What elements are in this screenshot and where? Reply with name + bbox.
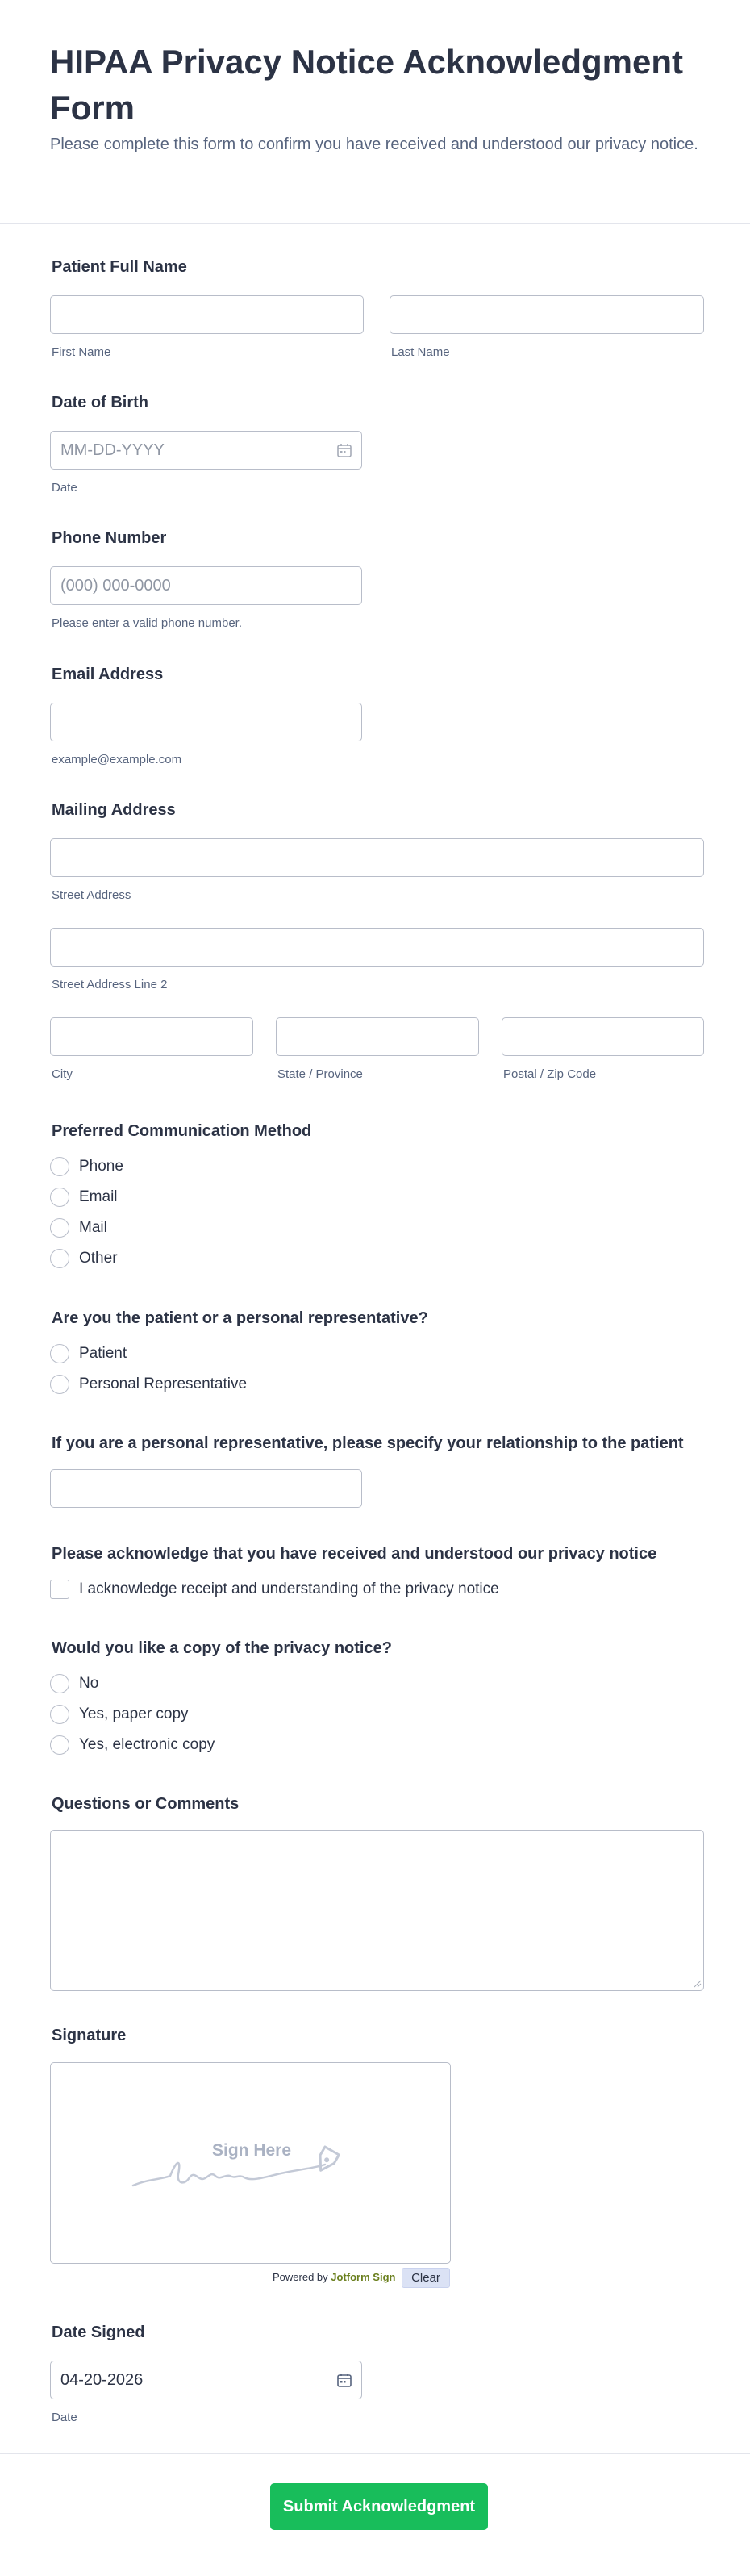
comm-method-label: Preferred Communication Method bbox=[52, 1122, 312, 1140]
first-name-input[interactable] bbox=[50, 295, 364, 334]
phone-input[interactable] bbox=[50, 566, 362, 605]
form-divider bbox=[0, 2453, 750, 2454]
date-signed-input[interactable] bbox=[50, 2361, 362, 2399]
acknowledge-checkbox-option[interactable] bbox=[50, 1577, 499, 1601]
checkbox-label: I acknowledge receipt and understanding of the privacy notice bbox=[79, 1580, 499, 1597]
last-name-input[interactable] bbox=[390, 295, 704, 334]
powered-by-label: Powered by bbox=[273, 2271, 328, 2283]
resize-grip-icon[interactable] bbox=[692, 1978, 702, 1988]
calendar-icon[interactable] bbox=[336, 442, 352, 458]
option-label: Yes, electronic copy bbox=[79, 1736, 215, 1753]
signature-pad[interactable] bbox=[50, 2062, 451, 2264]
zip-input[interactable] bbox=[502, 1017, 704, 1056]
comments-label: Questions or Comments bbox=[52, 1795, 240, 1813]
phone-sublabel: Please enter a valid phone number. bbox=[52, 616, 242, 630]
radio-button[interactable] bbox=[50, 1375, 69, 1394]
dob-input[interactable] bbox=[50, 431, 362, 470]
radio-option-personal-representative[interactable] bbox=[50, 1372, 247, 1397]
email-label: Email Address bbox=[52, 666, 164, 683]
radio-button[interactable] bbox=[50, 1218, 69, 1238]
radio-option-paper-copy[interactable] bbox=[50, 1702, 189, 1726]
form-header bbox=[0, 0, 750, 224]
patient-name-label: Patient Full Name bbox=[52, 258, 187, 276]
sign-here-placeholder: Sign Here bbox=[212, 2141, 292, 2160]
date-signed-label: Date Signed bbox=[52, 2323, 145, 2341]
street-address-input[interactable] bbox=[50, 838, 704, 877]
email-input[interactable] bbox=[50, 703, 362, 741]
radio-button[interactable] bbox=[50, 1735, 69, 1755]
phone-label: Phone Number bbox=[52, 529, 167, 547]
state-sublabel: State / Province bbox=[277, 1067, 363, 1081]
acknowledge-checkbox[interactable] bbox=[50, 1580, 69, 1599]
signature-label: Signature bbox=[52, 2027, 127, 2044]
radio-option-other[interactable] bbox=[50, 1246, 118, 1271]
city-input[interactable] bbox=[50, 1017, 253, 1056]
radio-button[interactable] bbox=[50, 1344, 69, 1363]
radio-button[interactable] bbox=[50, 1249, 69, 1268]
radio-option-mail[interactable] bbox=[50, 1216, 107, 1240]
radio-option-patient[interactable] bbox=[50, 1342, 127, 1366]
option-label: Email bbox=[79, 1188, 118, 1205]
city-sublabel: City bbox=[52, 1067, 73, 1081]
first-name-sublabel: First Name bbox=[52, 345, 111, 359]
street-address-sublabel: Street Address bbox=[52, 888, 131, 902]
radio-button[interactable] bbox=[50, 1157, 69, 1176]
address-label: Mailing Address bbox=[52, 801, 176, 819]
email-sublabel: example@example.com bbox=[52, 753, 182, 766]
radio-option-email[interactable] bbox=[50, 1185, 118, 1209]
clear-signature-button[interactable]: Clear bbox=[402, 2268, 450, 2288]
acknowledge-label: Please acknowledge that you have received and understood our privacy notice bbox=[52, 1545, 657, 1563]
option-label: Yes, paper copy bbox=[79, 1706, 189, 1722]
patient-or-rep-label: Are you the patient or a personal representative? bbox=[52, 1309, 428, 1327]
option-label: Other bbox=[79, 1250, 118, 1267]
date-signed-sublabel: Date bbox=[52, 2411, 77, 2424]
zip-sublabel: Postal / Zip Code bbox=[503, 1067, 597, 1081]
state-input[interactable] bbox=[276, 1017, 479, 1056]
relationship-label: If you are a personal representative, please specify your relationship to the patient bbox=[52, 1434, 684, 1452]
powered-by-text bbox=[273, 2271, 395, 2283]
form-subtitle: Please complete this form to confirm you have received and understood our privacy notice. bbox=[50, 136, 698, 153]
option-label: Patient bbox=[79, 1345, 127, 1362]
submit-button[interactable]: Submit Acknowledgment bbox=[270, 2483, 488, 2530]
copy-label: Would you like a copy of the privacy notice? bbox=[52, 1639, 392, 1657]
calendar-icon[interactable] bbox=[336, 2372, 352, 2388]
street-address-2-sublabel: Street Address Line 2 bbox=[52, 978, 168, 992]
jotform-sign-brand: Jotform Sign bbox=[331, 2271, 396, 2283]
radio-button[interactable] bbox=[50, 1674, 69, 1693]
option-label: No bbox=[79, 1675, 99, 1692]
form-title: HIPAA Privacy Notice Acknowledgment Form bbox=[50, 43, 683, 127]
option-label: Personal Representative bbox=[79, 1376, 248, 1392]
radio-button[interactable] bbox=[50, 1705, 69, 1724]
option-label: Phone bbox=[79, 1158, 123, 1175]
radio-option-phone[interactable] bbox=[50, 1154, 123, 1179]
comments-textarea[interactable] bbox=[50, 1830, 704, 1991]
radio-option-no[interactable] bbox=[50, 1672, 98, 1696]
option-label: Mail bbox=[79, 1219, 107, 1236]
street-address-2-input[interactable] bbox=[50, 928, 704, 967]
radio-button[interactable] bbox=[50, 1188, 69, 1207]
relationship-input[interactable] bbox=[50, 1469, 362, 1508]
last-name-sublabel: Last Name bbox=[391, 345, 450, 359]
dob-label: Date of Birth bbox=[52, 394, 148, 411]
radio-option-electronic-copy[interactable] bbox=[50, 1733, 215, 1757]
dob-sublabel: Date bbox=[52, 481, 77, 495]
